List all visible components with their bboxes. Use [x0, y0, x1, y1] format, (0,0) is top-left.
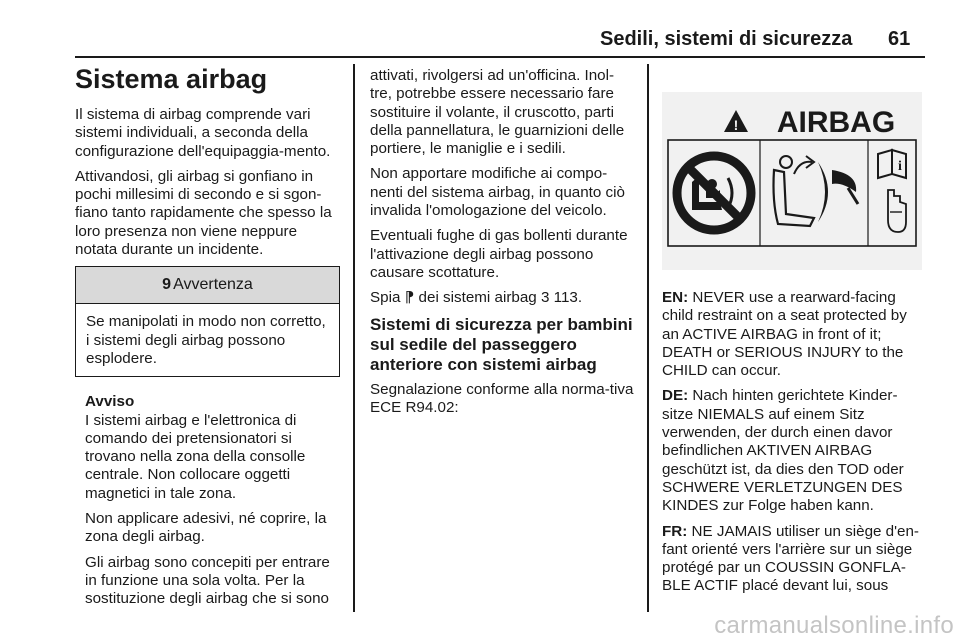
- warning-box: [75, 266, 340, 377]
- intro-paragraph-2: Attivandosi, gli airbag si gonfiano in pochi millesimi di secondo e si sgon-fiano tanto rapidamente che spesso la loro presenza non viene neppure notata durante un incidente.: [75, 167, 332, 259]
- warning-title: Avvertenza: [173, 276, 253, 294]
- middle-column: [370, 67, 635, 424]
- warning-fr: FR: NE JAMAIS utiliser un siège d'en-fant orienté vers l'arrière sur un siège protégé par un COUSSIN GONFLA-BLE ACTIF placé devant lui, sous: [662, 522, 919, 595]
- warning-en: EN: NEVER use a rearward-facing child restraint on a seat protected by an ACTIVE AIRBAG in front of it; DEATH or SERIOUS INJURY to the CHILD can occur.: [662, 289, 907, 380]
- notice-paragraph-2: Non applicare adesivi, né coprire, la zona degli airbag.: [85, 510, 327, 546]
- airbag-warning-light-icon: ⁋: [404, 289, 415, 307]
- warning-text: Se manipolati in modo non corretto, i sistemi degli airbag possono esplodere.: [86, 313, 326, 367]
- header-rule: [75, 56, 925, 58]
- mid-paragraph-1: attivati, rivolgersi ad un'officina. Inol-tre, potrebbe essere necessario fare sostituire il volante, il cruscotto, parti della pannellatura, le guarnizioni delle portiere, le maniglie e i sedili.: [370, 67, 625, 158]
- left-column: [75, 64, 340, 616]
- svg-text:!: !: [733, 117, 739, 133]
- page-reference-link[interactable]: 113.: [553, 289, 583, 307]
- footer-watermark: carmanualsonline.info: [714, 612, 954, 639]
- notice-paragraph-1: I sistemi airbag e l'elettronica di comando dei pretensionatori si trovano nella zona della consolle centrale. Non collocare oggetti magnetici in tale zona.: [85, 411, 306, 502]
- column-divider-left: [353, 64, 355, 612]
- notice-block: [75, 393, 340, 608]
- airbag-warning-label: [662, 92, 922, 270]
- warning-de: DE: Nach hinten gerichtete Kinder-sitze NIEMALS auf einem Sitz verwenden, der durch einen davor befindlichen AKTIVEN AIRBAG geschützt ist, da dies den TOD oder SCHWERE VERLETZUNGEN DES KINDES zur Folge haben kann.: [662, 387, 904, 515]
- page-number: 61: [888, 28, 911, 50]
- svg-text:i: i: [898, 159, 902, 174]
- warning-light-line: Spia ⁋ dei sistemi airbag 3 113.: [370, 289, 583, 307]
- intro-paragraph: Il sistema di airbag comprende vari sistemi individuali, a seconda della configurazione dell'equipaggia-mento.: [75, 106, 331, 160]
- column-divider-right: [647, 64, 649, 612]
- section-heading: Sistema airbag: [75, 64, 268, 94]
- page-reference-arrow-icon: 3: [540, 289, 550, 307]
- mid-paragraph-2: Non apportare modifiche ai compo-nenti del sistema airbag, in quanto ciò invalida l'omologazione del veicolo.: [370, 165, 625, 220]
- notice-paragraph-3: Gli airbag sono concepiti per entrare in funzione una sola volta. Per la sostituzione degli airbag che si sono: [85, 553, 330, 608]
- notice-label: Avviso: [85, 393, 135, 411]
- right-column: [662, 289, 927, 603]
- warning-header: [76, 267, 339, 304]
- label-airbag-word: AIRBAG: [776, 106, 896, 139]
- subsection-heading: Sistemi di sicurezza per bambini sul sedile del passeggero anteriore con sistemi airbag: [370, 314, 633, 374]
- mid-paragraph-3: Eventuali fughe di gas bollenti durante l'attivazione degli airbag possono causare scottature.: [370, 227, 628, 281]
- chapter-title: Sedili, sistemi di sicurezza: [600, 28, 853, 50]
- warning-icon: 9: [162, 276, 172, 294]
- mid-paragraph-4: Segnalazione conforme alla norma-tiva ECE R94.02:: [370, 380, 634, 416]
